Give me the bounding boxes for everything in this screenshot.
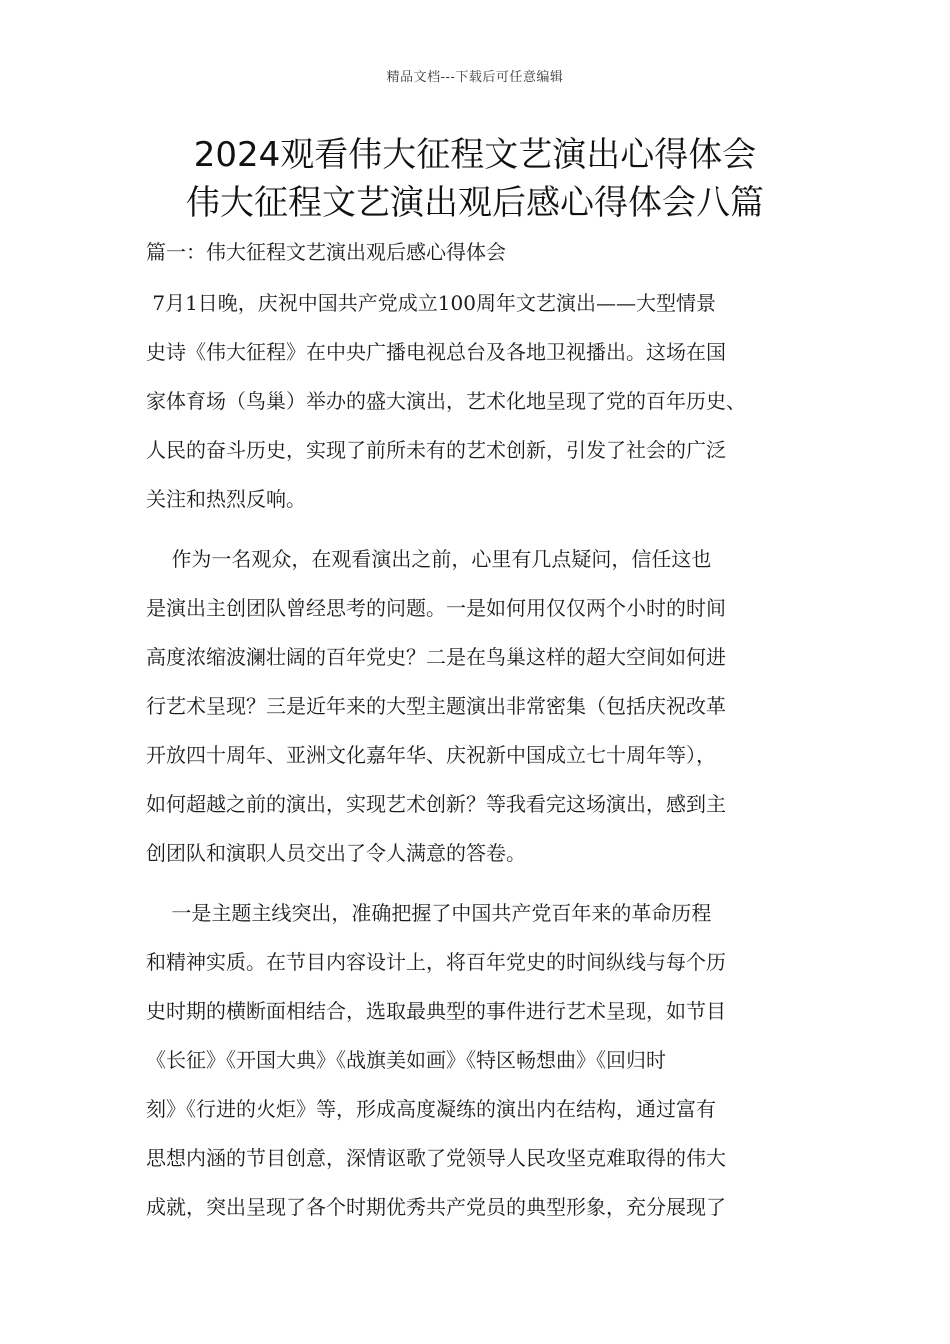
paragraph-2 xyxy=(146,539,806,873)
section-heading: 篇一：伟大征程文艺演出观后感心得体会 xyxy=(146,240,506,264)
paragraph-line: 和精神实质。在节目内容设计上，将百年党史的时间纵线与每个历 xyxy=(146,950,726,974)
paragraph-1 xyxy=(146,283,806,519)
paragraph-line: 开放四十周年、亚洲文化嘉年华、庆祝新中国成立七十周年等）， xyxy=(146,743,716,767)
paragraph-line: 高度浓缩波澜壮阔的百年党史？二是在鸟巢这样的超大空间如何进 xyxy=(146,645,726,669)
paragraph-line: 行艺术呈现？三是近年来的大型主题演出非常密集（包括庆祝改革 xyxy=(146,694,726,718)
paragraph-line: 是演出主创团队曾经思考的问题。一是如何用仅仅两个小时的时间 xyxy=(146,596,726,620)
paragraph-line: 一是主题主线突出，准确把握了中国共产党百年来的革命历程 xyxy=(146,901,712,925)
paragraph-line: 人民的奋斗历史，实现了前所未有的艺术创新，引发了社会的广泛 xyxy=(146,438,726,462)
paragraph-line: 家体育场（鸟巢）举办的盛大演出，艺术化地呈现了党的百年历史、 xyxy=(146,389,746,413)
paragraph-line: 思想内涵的节目创意，深情讴歌了党领导人民攻坚克难取得的伟大 xyxy=(146,1146,726,1170)
document-body xyxy=(146,283,806,1236)
paragraph-line: 如何超越之前的演出，实现艺术创新？等我看完这场演出，感到主 xyxy=(146,792,726,816)
paragraph-line: 创团队和演职人员交出了令人满意的答卷。 xyxy=(146,841,526,865)
paragraph-line: 史诗《伟大征程》在中央广播电视总台及各地卫视播出。这场在国 xyxy=(146,340,726,364)
paragraph-line: 7月1日晚，庆祝中国共产党成立100周年文艺演出——大型情景 xyxy=(146,291,716,315)
document-title-line-2: 伟大征程文艺演出观后感心得体会八篇 xyxy=(186,183,764,223)
page-header-note: 精品文档---下载后可任意编辑 xyxy=(386,70,564,85)
document-title-line-1: 2024观看伟大征程文艺演出心得体会 xyxy=(193,135,757,175)
paragraph-line: 关注和热烈反响。 xyxy=(146,487,306,511)
paragraph-line: 《长征》《开国大典》《战旗美如画》《特区畅想曲》《回归时 xyxy=(146,1048,666,1072)
paragraph-line: 成就，突出呈现了各个时期优秀共产党员的典型形象，充分展现了 xyxy=(146,1195,726,1219)
paragraph-line: 作为一名观众，在观看演出之前，心里有几点疑问，信任这也 xyxy=(146,547,712,571)
paragraph-3 xyxy=(146,893,806,1227)
paragraph-line: 史时期的横断面相结合，选取最典型的事件进行艺术呈现，如节目 xyxy=(146,999,726,1023)
paragraph-line: 刻》《行进的火炬》等，形成高度凝练的演出内在结构，通过富有 xyxy=(146,1097,716,1121)
